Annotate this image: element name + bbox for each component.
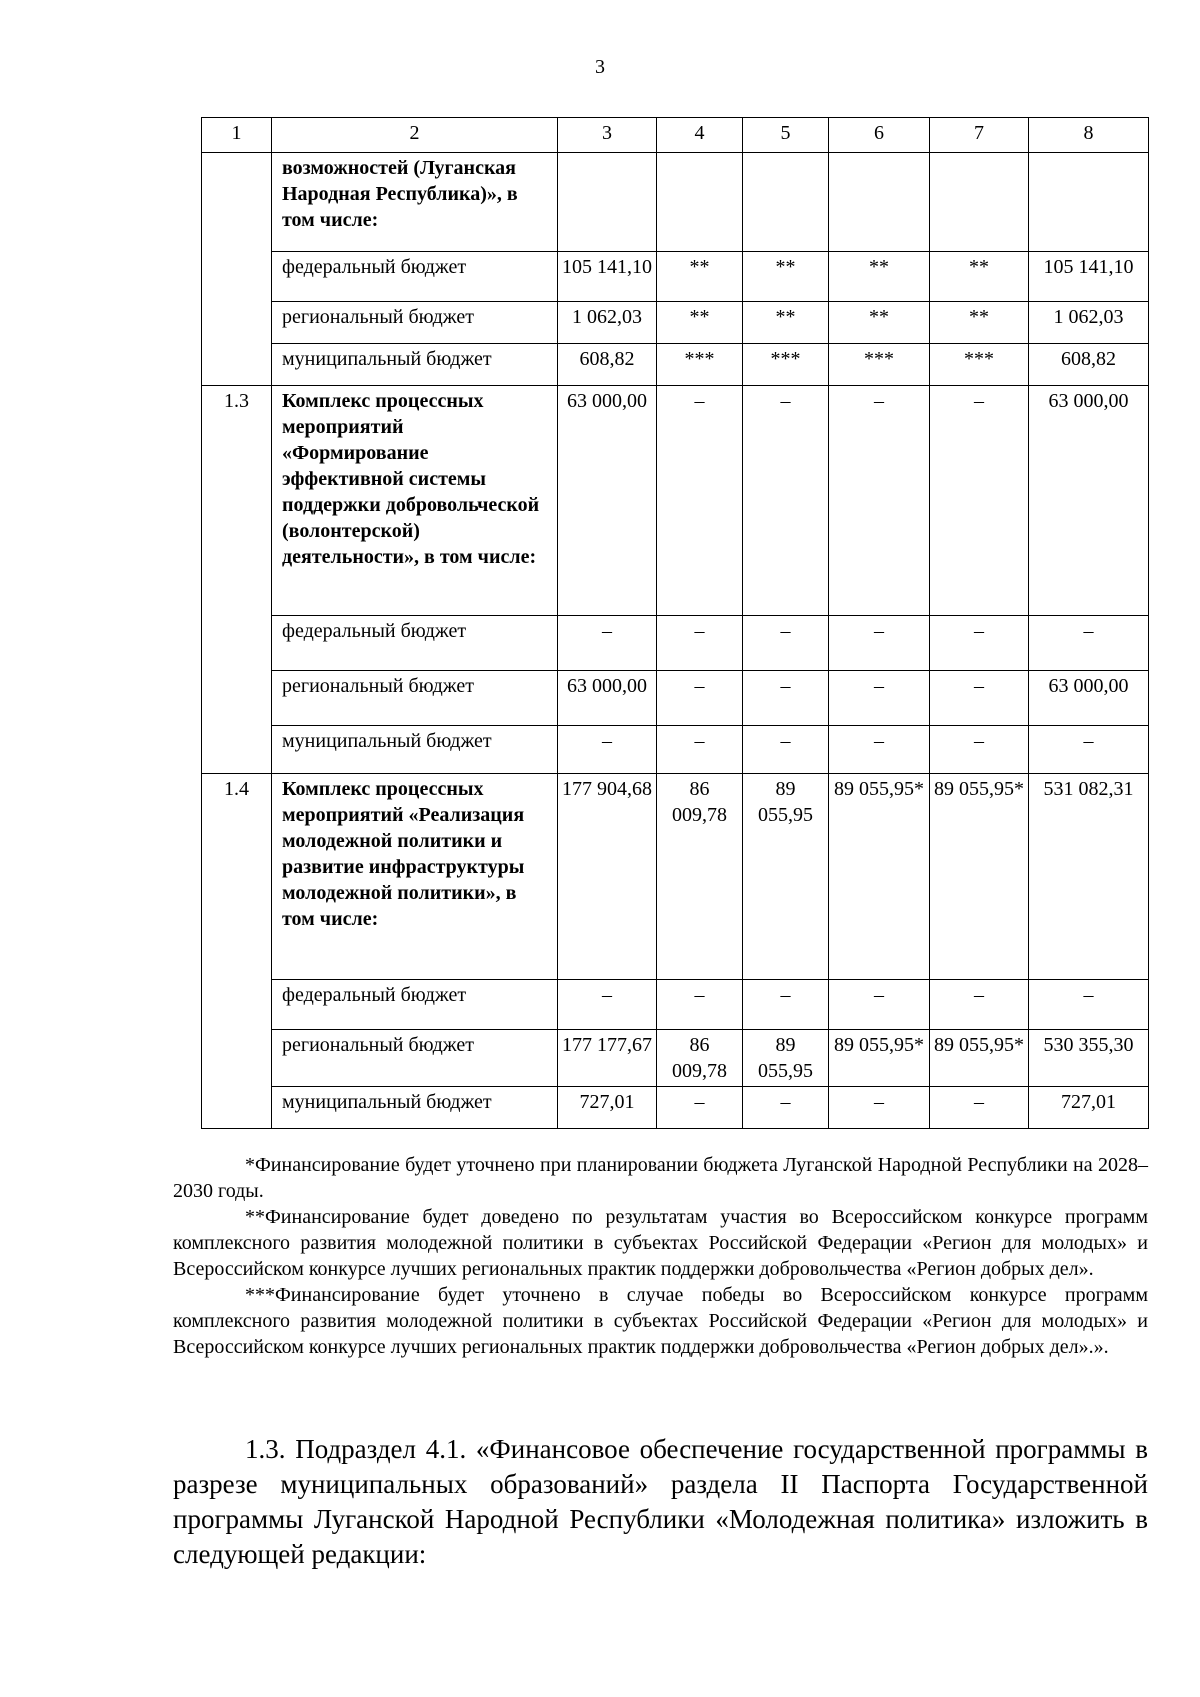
value-cell: 86 009,78: [657, 1030, 743, 1087]
financing-table: [201, 117, 1149, 1129]
value-cell: –: [743, 616, 829, 671]
value-cell: **: [657, 302, 743, 344]
value-cell: 63 000,00: [1029, 671, 1149, 726]
index-cell: 1.3: [202, 386, 272, 616]
value-cell: 1 062,03: [558, 302, 657, 344]
table-row: [202, 616, 1149, 671]
value-cell: –: [743, 980, 829, 1030]
value-cell: –: [829, 671, 930, 726]
value-cell: –: [829, 1087, 930, 1129]
value-cell: –: [930, 616, 1029, 671]
value-cell: 105 141,10: [558, 252, 657, 302]
value-cell: 63 000,00: [558, 671, 657, 726]
section-text: 1.3. Подраздел 4.1. «Финансовое обеспечение государственной программы в разрезе муниципальных образований» раздела II Паспорта Государственной программы Луганской Народной Республики «Молодежная политика» изложить в следующей редакции:: [173, 1434, 1148, 1569]
footnotes: [173, 1152, 1148, 1360]
value-cell: 177 177,67: [558, 1030, 657, 1087]
value-cell: 608,82: [558, 344, 657, 386]
value-cell: 89 055,95*: [930, 774, 1029, 980]
table-row: [202, 1087, 1149, 1129]
column-header: 7: [930, 118, 1029, 153]
value-cell: –: [657, 980, 743, 1030]
value-cell: 89 055,95: [743, 774, 829, 980]
value-cell: –: [657, 386, 743, 616]
row-label: региональный бюджет: [272, 671, 558, 726]
page-number: 3: [595, 56, 605, 78]
table-row: [202, 153, 1149, 252]
table-header-row: [202, 118, 1149, 153]
row-label: федеральный бюджет: [272, 252, 558, 302]
program-title: Комплекс процессных мероприятий «Формирование эффективной системы поддержки добровольческой (волонтерской) деятельности», в том числе:: [272, 386, 558, 616]
column-header: 1: [202, 118, 272, 153]
value-cell: 608,82: [1029, 344, 1149, 386]
value-cell: 89 055,95*: [829, 1030, 930, 1087]
row-label: региональный бюджет: [272, 1030, 558, 1087]
value-cell: –: [558, 616, 657, 671]
value-cell: 89 055,95*: [930, 1030, 1029, 1087]
value-cell: –: [930, 386, 1029, 616]
column-header: 8: [1029, 118, 1149, 153]
value-cell: 63 000,00: [558, 386, 657, 616]
value-cell: –: [657, 671, 743, 726]
index-cell: [202, 153, 272, 252]
value-cell: –: [743, 386, 829, 616]
value-cell: **: [657, 252, 743, 302]
value-cell: ***: [657, 344, 743, 386]
value-cell: –: [1029, 980, 1149, 1030]
value-cell: 105 141,10: [1029, 252, 1149, 302]
value-cell: –: [930, 726, 1029, 774]
value-cell: **: [829, 302, 930, 344]
value-cell: –: [829, 980, 930, 1030]
row-label: муниципальный бюджет: [272, 344, 558, 386]
value-cell: –: [558, 726, 657, 774]
table-row: [202, 980, 1149, 1030]
program-title: Комплекс процессных мероприятий «Реализация молодежной политики и развитие инфраструктуры молодежной политики», в том числе:: [272, 774, 558, 980]
value-cell: **: [743, 252, 829, 302]
column-header: 4: [657, 118, 743, 153]
value-cell: 86 009,78: [657, 774, 743, 980]
value-cell: –: [1029, 616, 1149, 671]
value-cell: –: [657, 616, 743, 671]
value-cell: **: [930, 302, 1029, 344]
value-cell: ***: [743, 344, 829, 386]
column-header: 5: [743, 118, 829, 153]
value-cell: 89 055,95: [743, 1030, 829, 1087]
value-cell: –: [743, 1087, 829, 1129]
row-label: региональный бюджет: [272, 302, 558, 344]
index-cell: 1.4: [202, 774, 272, 980]
row-label: муниципальный бюджет: [272, 1087, 558, 1129]
table-row: [202, 252, 1149, 302]
value-cell: 531 082,31: [1029, 774, 1149, 980]
footnote: *Финансирование будет уточнено при планировании бюджета Луганской Народной Республики на 2028–2030 годы.: [173, 1154, 1148, 1202]
value-cell: –: [930, 980, 1029, 1030]
value-cell: 177 904,68: [558, 774, 657, 980]
table-row: [202, 344, 1149, 386]
value-cell: –: [558, 980, 657, 1030]
value-cell: 63 000,00: [1029, 386, 1149, 616]
footnote: **Финансирование будет доведено по результатам участия во Всероссийском конкурсе программ комплексного развития молодежной политики в субъектах Российской Федерации «Регион для молодых» и Всероссийском конкурсе лучших региональных практик поддержки добровольчества «Регион добрых дел».: [173, 1206, 1148, 1280]
value-cell: 727,01: [1029, 1087, 1149, 1129]
column-header: 6: [829, 118, 930, 153]
value-cell: **: [829, 252, 930, 302]
footnote: ***Финансирование будет уточнено в случае победы во Всероссийском конкурсе программ комплексного развития молодежной политики в субъектах Российской Федерации «Регион для молодых» и Всероссийском конкурсе лучших региональных практик поддержки добровольчества «Регион добрых дел».».: [173, 1284, 1148, 1358]
value-cell: –: [743, 726, 829, 774]
row-label: федеральный бюджет: [272, 980, 558, 1030]
table-row: [202, 1030, 1149, 1087]
value-cell: –: [930, 671, 1029, 726]
section-paragraph: [173, 1432, 1148, 1572]
value-cell: –: [657, 726, 743, 774]
value-cell: 727,01: [558, 1087, 657, 1129]
column-header: 2: [272, 118, 558, 153]
column-header: 3: [558, 118, 657, 153]
value-cell: –: [1029, 726, 1149, 774]
value-cell: ***: [829, 344, 930, 386]
table-row: [202, 671, 1149, 726]
value-cell: 1 062,03: [1029, 302, 1149, 344]
table-row: [202, 302, 1149, 344]
value-cell: **: [743, 302, 829, 344]
value-cell: ***: [930, 344, 1029, 386]
value-cell: –: [829, 386, 930, 616]
row-label: федеральный бюджет: [272, 616, 558, 671]
table-row: [202, 774, 1149, 980]
table-row: [202, 386, 1149, 616]
value-cell: 530 355,30: [1029, 1030, 1149, 1087]
value-cell: –: [657, 1087, 743, 1129]
value-cell: –: [930, 1087, 1029, 1129]
value-cell: –: [829, 616, 930, 671]
table-row: [202, 726, 1149, 774]
value-cell: –: [829, 726, 930, 774]
value-cell: –: [743, 671, 829, 726]
program-title: возможностей (Луганская Народная Республика)», в том числе:: [272, 153, 558, 252]
row-label: муниципальный бюджет: [272, 726, 558, 774]
value-cell: 89 055,95*: [829, 774, 930, 980]
value-cell: **: [930, 252, 1029, 302]
